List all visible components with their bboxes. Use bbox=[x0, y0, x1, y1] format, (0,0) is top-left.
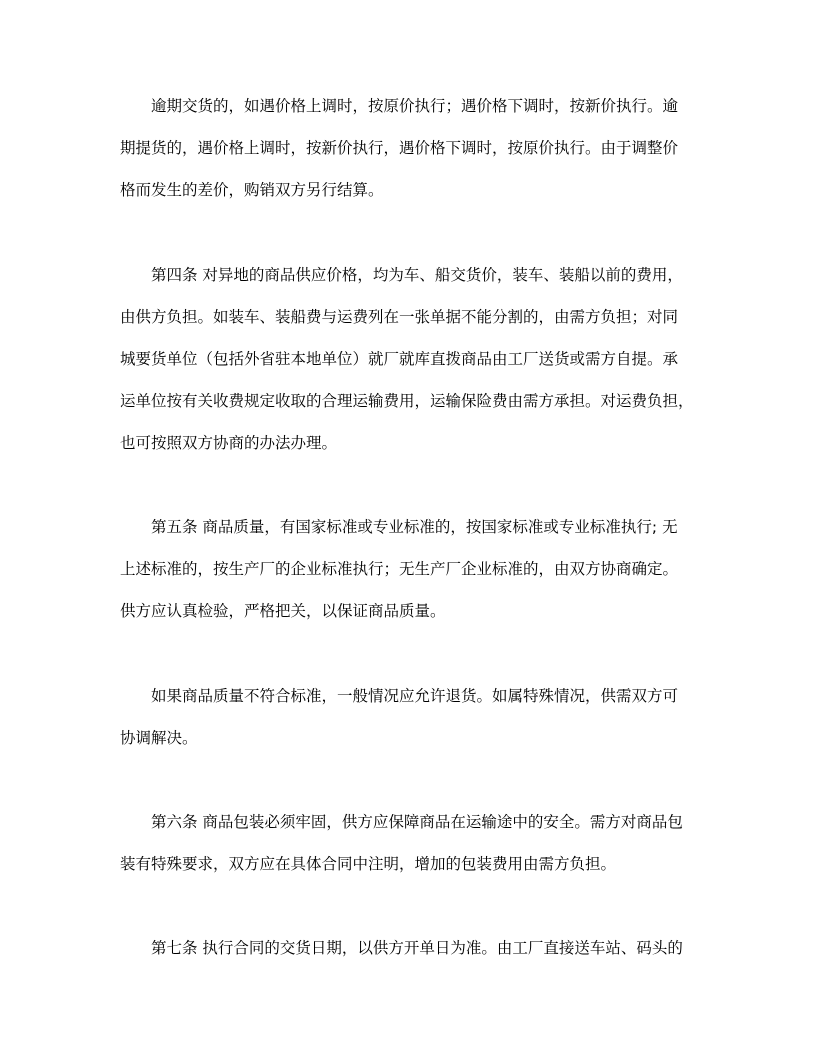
paragraph-line: 上述标准的，按生产厂的企业标准执行；无生产厂企业标准的，由双方协商确定。 bbox=[120, 560, 679, 578]
paragraph-line: 也可按照双方协商的办法办理。 bbox=[120, 434, 338, 452]
paragraph-line: 第四条 对异地的商品供应价格，均为车、船交货价，装车、装船以前的费用， bbox=[151, 266, 683, 284]
paragraph-line: 格而发生的差价，购销双方另行结算。 bbox=[120, 181, 384, 199]
paragraph-line: 协调解决。 bbox=[120, 729, 198, 747]
paragraph-line: 运单位按有关收费规定收取的合理运输费用，运输保险费由需方承担。对运费负担， bbox=[120, 392, 694, 410]
paragraph-line: 城要货单位（包括外省驻本地单位）就厂就库直拨商品由工厂送货或需方自提。承 bbox=[120, 350, 679, 368]
paragraph-line: 装有特殊要求，双方应在具体合同中注明，增加的包装费用由需方负担。 bbox=[120, 855, 617, 873]
paragraph-line: 第六条 商品包装必须牢固，供方应保障商品在运输途中的安全。需方对商品包 bbox=[151, 813, 683, 831]
paragraph-line: 如果商品质量不符合标准，一般情况应允许退货。如属特殊情况，供需双方可 bbox=[151, 687, 679, 705]
paragraph-line: 期提货的，遇价格上调时，按新价执行，遇价格下调时，按原价执行。由于调整价 bbox=[120, 139, 679, 157]
paragraph-line: 供方应认真检验，严格把关，以保证商品质量。 bbox=[120, 602, 446, 620]
paragraph-line: 由供方负担。如装车、装船费与运费列在一张单据不能分割的，由需方负担；对同 bbox=[120, 308, 679, 326]
paragraph-line: 第七条 执行合同的交货日期，以供方开单日为准。由工厂直接送车站、码头的 bbox=[151, 939, 683, 957]
paragraph-line: 逾期交货的，如遇价格上调时，按原价执行；遇价格下调时，按新价执行。逾 bbox=[151, 97, 679, 115]
paragraph-line: 第五条 商品质量，有国家标准或专业标准的，按国家标准或专业标准执行; 无 bbox=[151, 518, 678, 536]
